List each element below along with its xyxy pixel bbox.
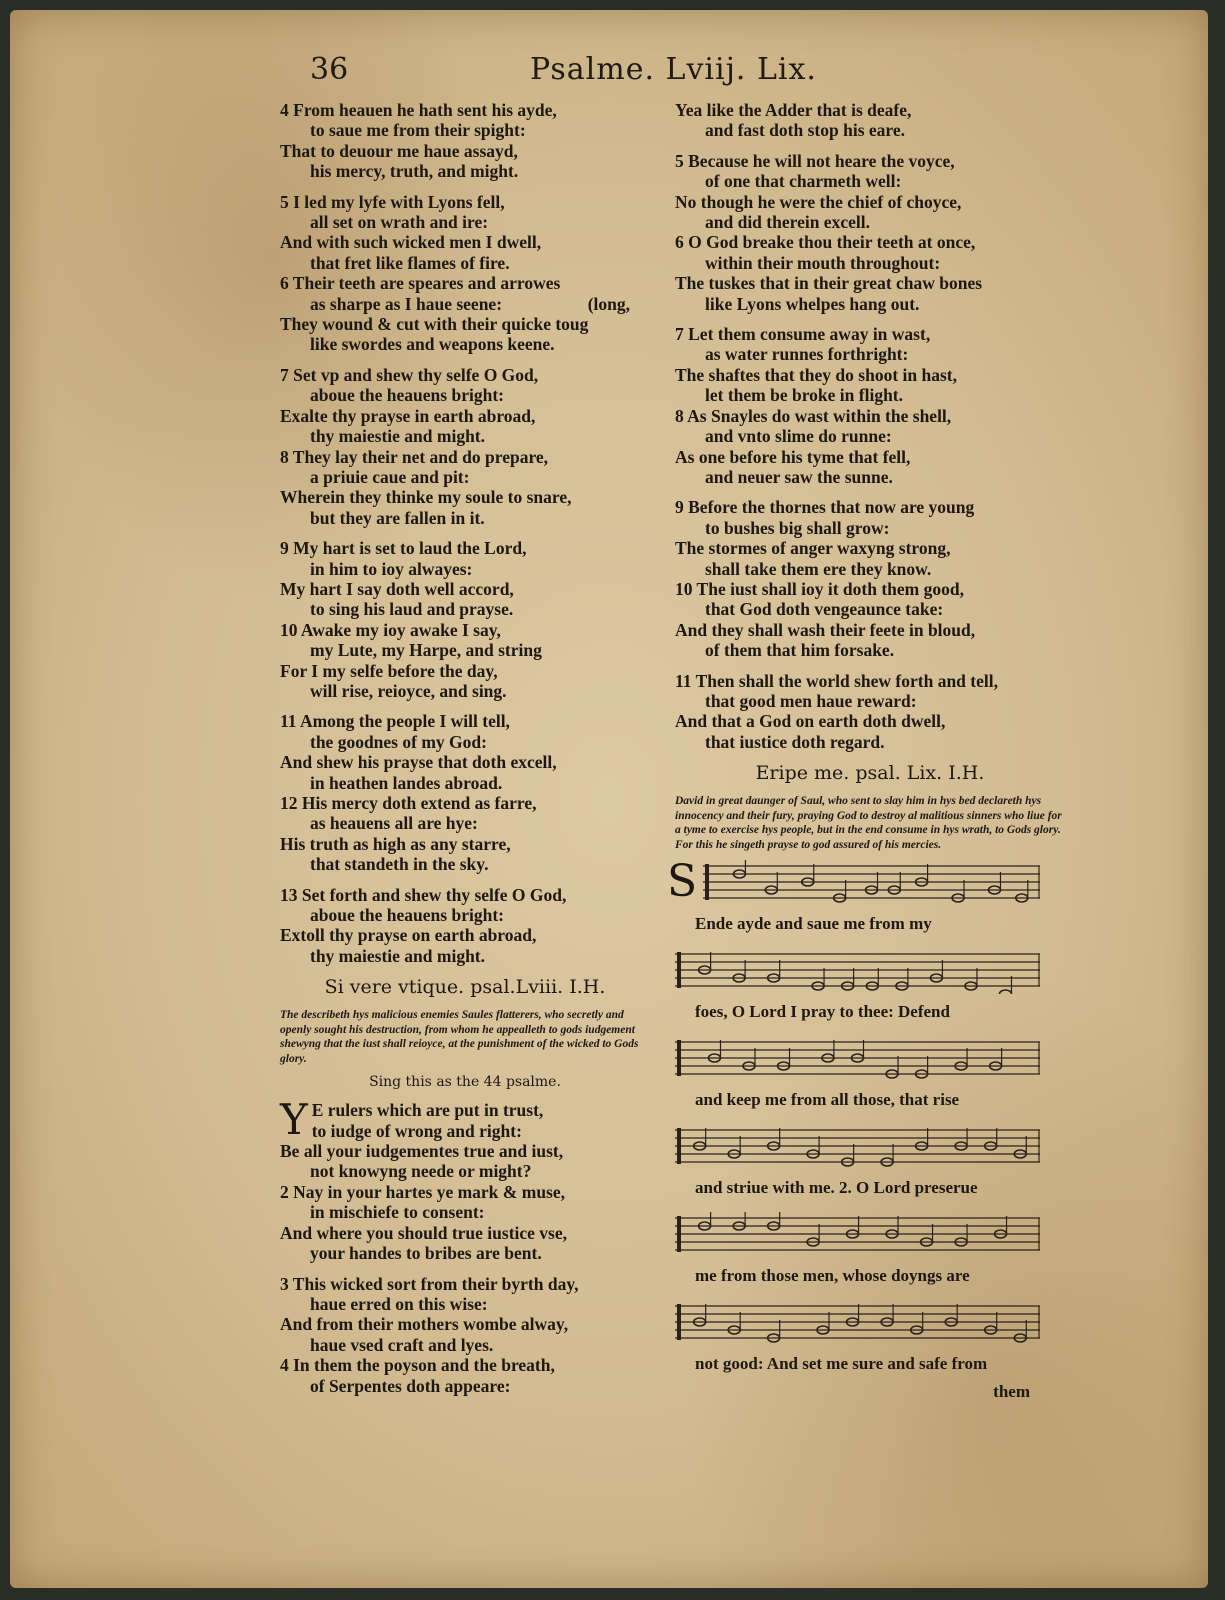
- verse-line: 12 His mercy doth extend as farre,: [280, 793, 537, 813]
- verse-line: of Serpentes doth appeare:: [310, 1375, 511, 1396]
- verse-line: within their mouth throughout:: [705, 252, 941, 273]
- verse-line: and fast doth stop his eare.: [705, 120, 905, 141]
- verse-line: in mischiefe to consent:: [310, 1202, 485, 1223]
- music-system: [675, 1212, 1065, 1294]
- clef: [677, 1216, 681, 1252]
- verse-line: They wound & cut with their quicke toug: [280, 314, 589, 335]
- verse-line: shall take them ere they know.: [705, 558, 932, 579]
- verse-line: 13 Set forth and shew thy selfe O God,: [280, 884, 567, 905]
- stanza: [675, 324, 1065, 487]
- verse-line: that iustice doth regard.: [705, 731, 885, 752]
- verse-line: in heathen landes abroad.: [310, 772, 503, 793]
- lyric-line: foes, O Lord I pray to thee: Defend: [695, 1002, 950, 1022]
- verse-line: like swordes and weapons keene.: [310, 334, 555, 355]
- verse-line: And with such wicked men I dwell,: [280, 232, 542, 253]
- psalm58-heading: Si vere vtique. psal.Lviii. I.H.: [324, 976, 606, 999]
- verse-line: that good men haue reward:: [705, 690, 917, 711]
- verse-line: to sing his laud and prayse.: [310, 599, 514, 620]
- stanza: [280, 885, 650, 967]
- verse-line: As one before his tyme that fell,: [675, 446, 911, 467]
- stanza: [675, 671, 1065, 753]
- verse-line: 3 This wicked sort from their byrth day,: [280, 1273, 579, 1294]
- verse-line: thy maiestie and might.: [310, 426, 485, 447]
- stanza: [280, 711, 650, 874]
- psalm58-verses: [280, 100, 650, 966]
- music-system: [675, 948, 1065, 1030]
- book-page: [10, 10, 1208, 1588]
- verse-line: your handes to bribes are bent.: [310, 1243, 542, 1264]
- stanza: [280, 192, 650, 355]
- music-notation: [667, 856, 1065, 1382]
- verse-line: of them that him forsake.: [705, 640, 895, 661]
- verse-line: like Lyons whelpes hang out.: [705, 293, 920, 314]
- verse-line: And they shall wash their feete in bloud,: [675, 619, 976, 640]
- verse-line: 8 As Snayles do wast within the shell,: [675, 405, 952, 426]
- music-staff: [675, 1124, 1045, 1170]
- verse-line: 4 From heauen he hath sent his ayde,: [280, 100, 557, 120]
- verse-line: to saue me from their spight:: [310, 120, 526, 141]
- verse-line: 8 They lay their net and do prepare,: [280, 446, 549, 467]
- stanza: [675, 151, 1065, 314]
- verse-line: aboue the heauens bright:: [310, 905, 504, 926]
- lyric-line: and striue with me. 2. O Lord preserue: [695, 1178, 978, 1198]
- verse-line: 4 In them the poyson and the breath,: [280, 1355, 555, 1376]
- verse-line: And where you should true iustice vse,: [280, 1222, 567, 1243]
- psalm59-heading: Eripe me. psal. Lix. I.H.: [755, 762, 985, 785]
- drop-cap: Y: [280, 1095, 308, 1145]
- verse-line: The tuskes that in their great chaw bones: [675, 273, 983, 294]
- verse-line: The stormes of anger waxyng strong,: [675, 538, 951, 559]
- verse-line: 5 I led my lyfe with Lyons fell,: [280, 191, 505, 212]
- verse-line: 6 O God breake thou their teeth at once,: [675, 232, 976, 253]
- verse-line: For I my selfe before the day,: [280, 660, 498, 681]
- left-column: [280, 100, 650, 1406]
- music-system: [675, 1036, 1065, 1118]
- verse-line: Extoll thy prayse on earth abroad,: [280, 925, 537, 946]
- verse-line: And shew his prayse that doth excell,: [280, 752, 557, 773]
- music-system: [667, 856, 1065, 942]
- verse-line: 9 My hart is set to laud the Lord,: [280, 538, 527, 559]
- right-column: [667, 100, 1065, 1402]
- psalm58-text: [280, 1095, 650, 1396]
- verse-line: will rise, reioyce, and sing.: [310, 680, 507, 701]
- verse-line: That to deuour me haue assayd,: [280, 140, 518, 161]
- verse-line: 10 Awake my ioy awake I say,: [280, 619, 501, 640]
- clef: [677, 952, 681, 988]
- verse-line: 7 Let them consume away in wast,: [675, 324, 931, 345]
- verse-line: Be all your iudgementes true and iust,: [280, 1141, 564, 1162]
- stanza: [675, 497, 1065, 660]
- verse-line: And that a God on earth doth dwell,: [675, 711, 946, 732]
- verse-line: my Lute, my Harpe, and string: [310, 640, 542, 661]
- catchword: them: [993, 1382, 1030, 1402]
- verse-line: not knowyng neede or might?: [310, 1161, 532, 1182]
- stanza: [280, 1274, 650, 1396]
- clef: [677, 1128, 681, 1164]
- verse-line: as heauens all are hye:: [310, 813, 478, 834]
- music-system: [675, 1300, 1065, 1382]
- verse-line: And from their mothers wombe alway,: [280, 1314, 569, 1335]
- lyric-line: not good: And set me sure and safe from: [695, 1354, 988, 1374]
- verse-line: in him to ioy alwayes:: [310, 558, 473, 579]
- stanza: [280, 100, 650, 182]
- verse-line: that standeth in the sky.: [310, 854, 489, 875]
- psalm58-verses-cont: [675, 100, 1065, 752]
- verse-line: 5 Because he will not heare the voyce,: [675, 150, 955, 171]
- music-staff: [675, 1212, 1045, 1258]
- music-staff: [675, 1036, 1045, 1082]
- verse-line: that fret like flames of fire.: [310, 252, 510, 273]
- verse-line: My hart I say doth well accord,: [280, 578, 514, 599]
- music-initial: S: [667, 856, 698, 908]
- turnover-fragment: (long,: [587, 293, 630, 314]
- verse-line: haue vsed craft and lyes.: [310, 1334, 494, 1355]
- verse-line: 11 Then shall the world shew forth and tell,: [675, 670, 998, 691]
- verse-line: His truth as high as any starre,: [280, 833, 511, 854]
- verse-line: all set on wrath and ire:: [310, 212, 489, 233]
- verse-line: of one that charmeth well:: [705, 171, 902, 192]
- music-system: [675, 1124, 1065, 1206]
- verse-line: No though he were the chief of choyce,: [675, 191, 962, 212]
- verse-line: the goodnes of my God:: [310, 731, 487, 752]
- verse-line: to bushes big shall grow:: [705, 517, 890, 538]
- clef: [677, 1304, 681, 1340]
- psalm58-argument: The describeth hys malicious enemies Saules flatterers, who secretly and openly sought his destruction, from whom he appealleth to gods iudgement shewyng that the iust shall reioyce, at the punishment of the wicked to Gods glory.: [280, 1009, 639, 1065]
- verse-line: 7 Set vp and shew thy selfe O God,: [280, 364, 539, 385]
- verse-line: Exalte thy prayse in earth abroad,: [280, 405, 536, 426]
- lyric-line: Ende ayde and saue me from my: [695, 914, 932, 934]
- verse-line: Yea like the Adder that is deafe,: [675, 100, 912, 120]
- lyric-line: and keep me from all those, that rise: [695, 1090, 960, 1110]
- verse-line: thy maiestie and might.: [310, 945, 485, 966]
- clef: [705, 864, 709, 900]
- verse-line: that God doth vengeaunce take:: [705, 599, 944, 620]
- verse-line: but they are fallen in it.: [310, 507, 485, 528]
- verse-line: and neuer saw the sunne.: [705, 466, 893, 487]
- lyric-line: me from those men, whose doyngs are: [695, 1266, 970, 1286]
- verse-line: and did therein excell.: [705, 212, 870, 233]
- verse-line: to iudge of wrong and right:: [311, 1120, 522, 1141]
- verse-line: 11 Among the people I will tell,: [280, 711, 510, 732]
- stanza: [675, 100, 1065, 141]
- music-staff: [675, 860, 1045, 906]
- verse-line: 6 Their teeth are speares and arrowes: [280, 273, 561, 294]
- verse-line: aboue the heauens bright:: [310, 385, 504, 406]
- stanza: [280, 538, 650, 701]
- verse-line: let them be broke in flight.: [705, 385, 904, 406]
- clef: [677, 1040, 681, 1076]
- verse-line: a priuie caue and pit:: [310, 466, 470, 487]
- verse-line: 10 The iust shall ioy it doth them good,: [675, 578, 964, 599]
- music-staff: [675, 1300, 1045, 1346]
- verse-line: Wherein they thinke my soule to snare,: [280, 487, 572, 508]
- psalm59-argument: David in great daunger of Saul, who sent to slay him in hys bed declareth hys innocency and their fury, praying God to destroy al malitious sinners who liue for a tyme to exercise hys people, but in the end consume in hys wrath, to Gods glory. For this he singeth prayse to god assured of his mercies.: [675, 795, 1062, 851]
- verse-line: haue erred on this wise:: [310, 1293, 488, 1314]
- verse-line: The shaftes that they do shoot in hast,: [675, 364, 957, 385]
- sing-note: Sing this as the 44 psalme.: [369, 1074, 561, 1091]
- verse-line: as sharpe as I haue seene: (long,: [310, 293, 630, 314]
- stanza: [280, 1095, 650, 1264]
- stanza: [280, 365, 650, 528]
- verse-line: and vnto slime do runne:: [705, 426, 892, 447]
- music-staff: [675, 948, 1045, 994]
- verse-line: 2 Nay in your hartes ye mark & muse,: [280, 1181, 566, 1202]
- verse-line: his mercy, truth, and might.: [310, 161, 519, 182]
- verse-line: E rulers which are put in trust,: [311, 1100, 544, 1121]
- running-title: Psalme. Lviij. Lix.: [530, 52, 817, 87]
- verse-line: as water runnes forthright:: [705, 344, 909, 365]
- page-number: 36: [310, 52, 349, 87]
- verse-line: 9 Before the thornes that now are young: [675, 497, 975, 518]
